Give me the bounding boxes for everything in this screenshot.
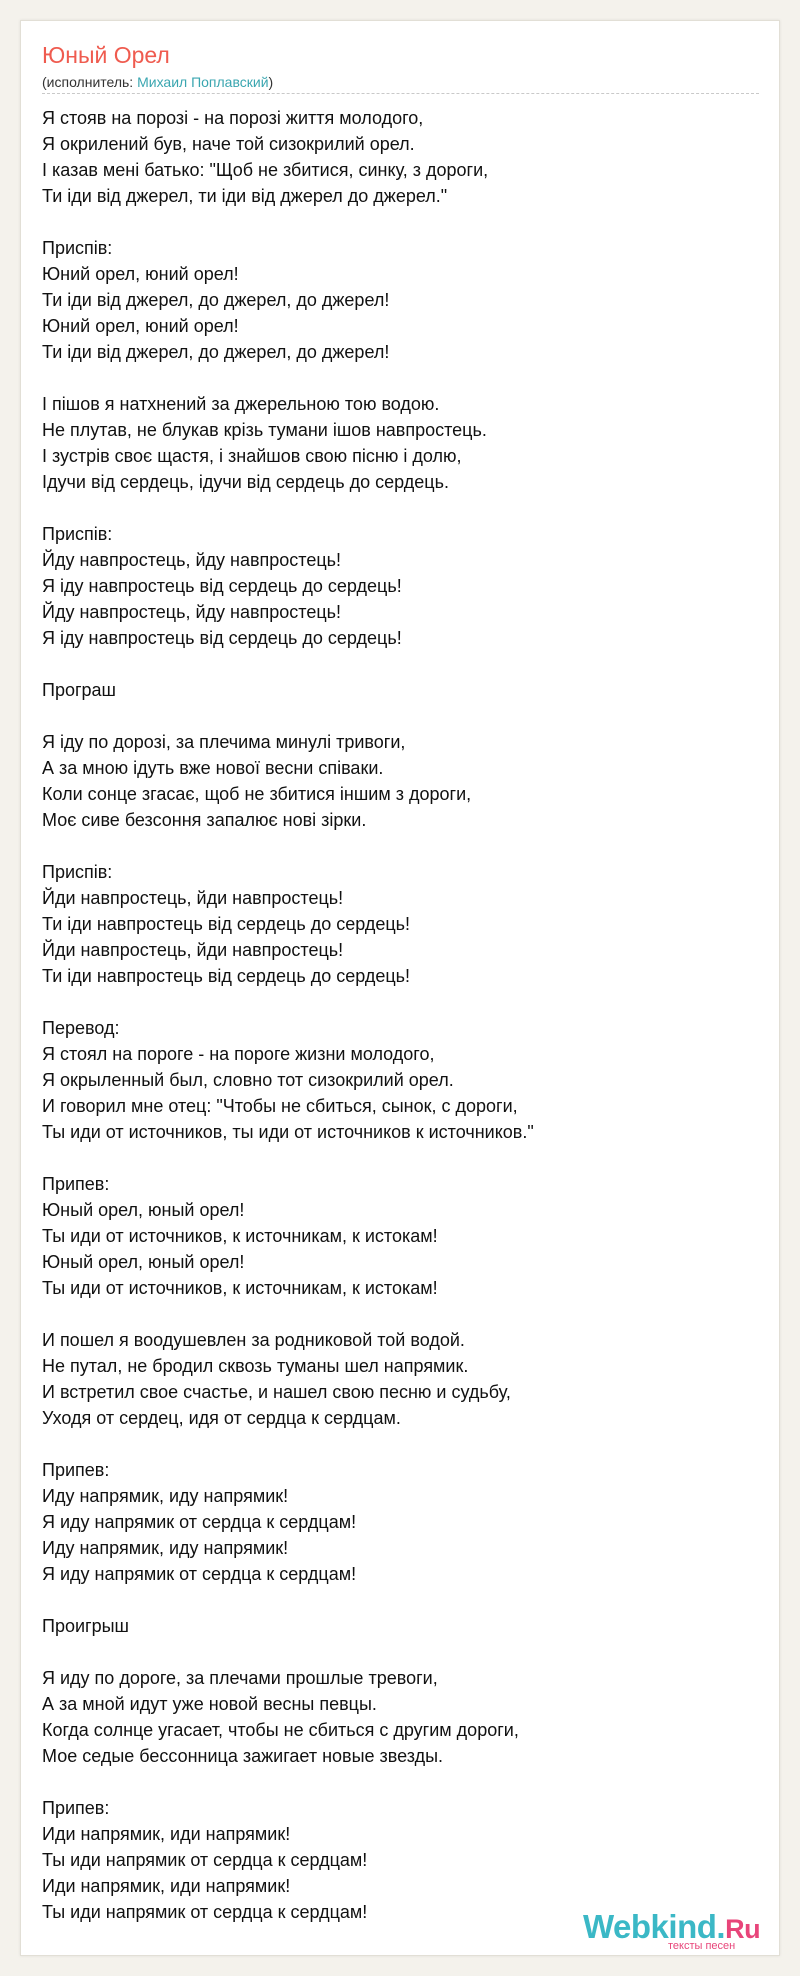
lyric-line: Иди напрямик, иди напрямик! — [42, 1824, 291, 1844]
performer-link[interactable]: Михаил Поплавский — [137, 74, 269, 90]
lyric-line: Ты иди от источников, к источникам, к истокам! — [42, 1226, 438, 1246]
lyric-line: Приспів: — [42, 524, 113, 544]
lyric-line: Йди навпростець, йди навпростець! — [42, 888, 344, 908]
lyric-line: Уходя от сердец, идя от сердца к сердцам. — [42, 1408, 401, 1428]
lyric-line: Иду напрямик, иду напрямик! — [42, 1538, 289, 1558]
lyrics-text — [42, 105, 762, 1925]
lyric-line: Юный орел, юный орел! — [42, 1252, 245, 1272]
lyric-line: И пошел я воодушевлен за родниковой той водой. — [42, 1330, 465, 1350]
lyric-line: А за мною ідуть вже нової весни співаки. — [42, 758, 384, 778]
lyric-line: Ти іди від джерел, до джерел, до джерел! — [42, 342, 390, 362]
lyric-line: Йди навпростець, йди навпростець! — [42, 940, 344, 960]
lyric-line: И говорил мне отец: "Чтобы не сбиться, сынок, с дороги, — [42, 1096, 518, 1116]
lyric-line: Я стояв на порозі - на порозі життя молодого, — [42, 108, 424, 128]
lyric-line: Ты иди от источников, к источникам, к истокам! — [42, 1278, 438, 1298]
lyric-line: Я окрилений був, наче той сизокрилий орел. — [42, 134, 415, 154]
lyric-line: Ты иди напрямик от сердца к сердцам! — [42, 1902, 368, 1922]
title-divider — [42, 93, 759, 94]
logo-dot: . — [716, 1908, 726, 1945]
logo-tagline: тексты песен — [668, 1940, 736, 1952]
logo-word: Webkind — [583, 1908, 717, 1945]
lyric-line: Не плутав, не блукав крізь тумани ішов навпростець. — [42, 420, 487, 440]
lyric-line: І казав мені батько: "Щоб не збитися, синку, з дороги, — [42, 160, 489, 180]
lyric-line: Когда солнце угасает, чтобы не сбиться с другим дороги, — [42, 1720, 519, 1740]
lyric-line: Я іду навпростець від сердець до сердець! — [42, 576, 402, 596]
performer-prefix: (исполнитель: — [42, 74, 138, 90]
performer-line — [42, 73, 273, 91]
lyric-line: І зустрів своє щастя, і знайшов свою пісню і долю, — [42, 446, 462, 466]
lyric-line: Припев: — [42, 1798, 110, 1818]
lyric-line: Мое седые бессонница зажигает новые звезды. — [42, 1746, 444, 1766]
lyric-line: Припев: — [42, 1174, 110, 1194]
lyric-line: Ти іди від джерел, ти іди від джерел до джерел." — [42, 186, 448, 206]
lyric-line: И встретил свое счастье, и нашел свою песню и судьбу, — [42, 1382, 511, 1402]
lyric-line: Я иду напрямик от сердца к сердцам! — [42, 1512, 357, 1532]
lyric-line: Я іду по дорозі, за плечима минулі тривоги, — [42, 732, 406, 752]
lyric-line: Ты иди от источников, ты иди от источников к источников." — [42, 1122, 534, 1142]
lyric-line: Ти іди навпростець від сердець до сердець! — [42, 966, 411, 986]
lyric-line: Ідучи від сердець, ідучи від сердець до сердець. — [42, 472, 449, 492]
lyric-line: Я окрыленный был, словно тот сизокрилий орел. — [42, 1070, 454, 1090]
logo-tld: Ru — [725, 1914, 761, 1944]
lyric-line: Юный орел, юный орел! — [42, 1200, 245, 1220]
lyric-line: А за мной идут уже новой весны певцы. — [42, 1694, 377, 1714]
lyrics-card — [20, 20, 780, 1956]
lyric-line: Перевод: — [42, 1018, 120, 1038]
lyric-line: Приспів: — [42, 862, 113, 882]
lyric-line: Юний орел, юний орел! — [42, 316, 239, 336]
lyric-line: Я иду по дороге, за плечами прошлые тревоги, — [42, 1668, 438, 1688]
lyric-line: Програш — [42, 680, 116, 700]
lyric-line: Проигрыш — [42, 1616, 129, 1636]
song-title: Юный Орел — [42, 42, 170, 68]
lyric-line: Я іду навпростець від сердець до сердець! — [42, 628, 402, 648]
lyric-line: Моє сиве безсоння запалює нові зірки. — [42, 810, 367, 830]
lyric-line: Ти іди від джерел, до джерел, до джерел! — [42, 290, 390, 310]
lyric-line: Йду навпростець, йду навпростець! — [42, 602, 342, 622]
lyric-line: Припев: — [42, 1460, 110, 1480]
lyric-line: Коли сонце згасає, щоб не збитися іншим з дороги, — [42, 784, 472, 804]
lyric-line: Ти іди навпростець від сердець до сердець! — [42, 914, 411, 934]
performer-suffix: ) — [268, 74, 274, 90]
lyric-line: І пішов я натхнений за джерельною тою водою. — [42, 394, 440, 414]
lyric-line: Я стоял на пороге - на пороге жизни молодого, — [42, 1044, 435, 1064]
lyric-line: Приспів: — [42, 238, 113, 258]
webkind-logo[interactable] — [583, 1909, 773, 1953]
lyric-line: Не путал, не бродил сквозь туманы шел напрямик. — [42, 1356, 469, 1376]
lyric-line: Иди напрямик, иди напрямик! — [42, 1876, 291, 1896]
lyric-line: Юний орел, юний орел! — [42, 264, 239, 284]
lyric-line: Ты иди напрямик от сердца к сердцам! — [42, 1850, 368, 1870]
lyric-line: Я иду напрямик от сердца к сердцам! — [42, 1564, 357, 1584]
lyric-line: Йду навпростець, йду навпростець! — [42, 550, 342, 570]
lyric-line: Иду напрямик, иду напрямик! — [42, 1486, 289, 1506]
